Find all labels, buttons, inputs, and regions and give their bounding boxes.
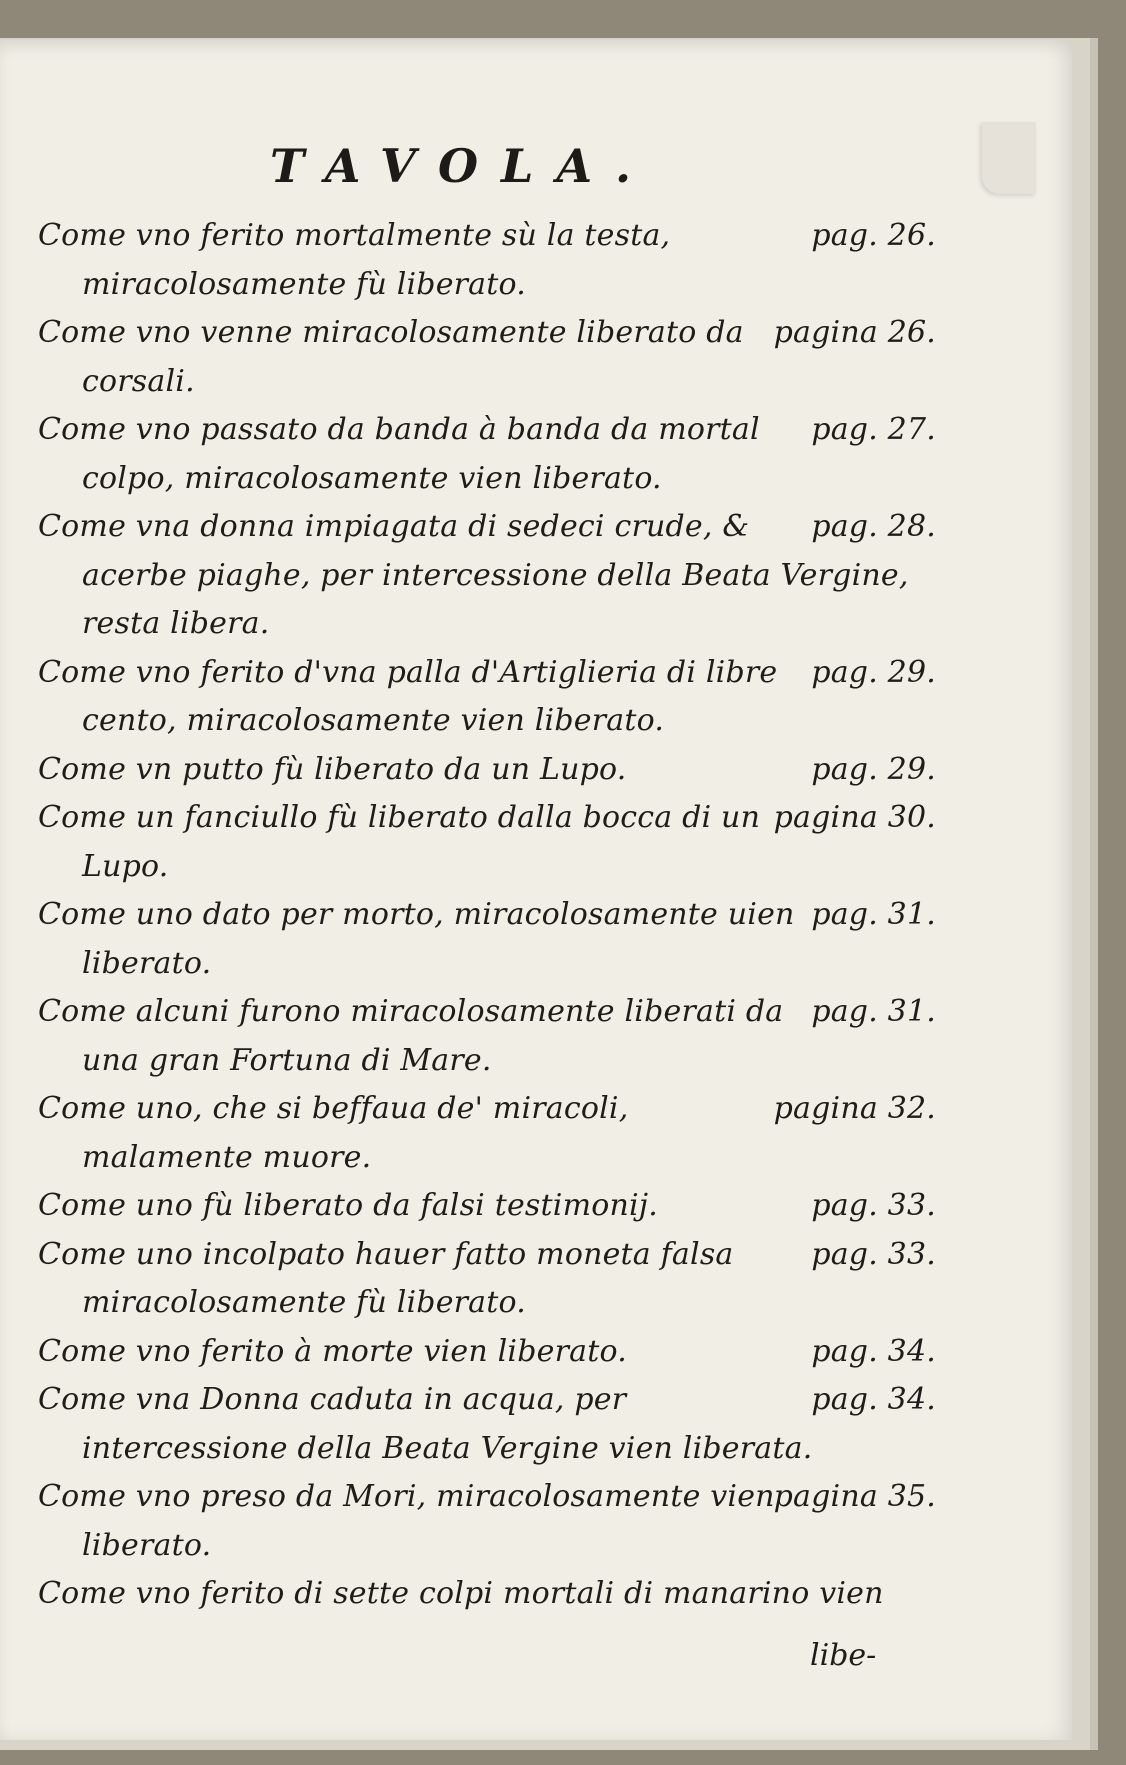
page-reference: pag. 29. xyxy=(811,654,936,690)
toc-entry xyxy=(38,1182,936,1231)
entry-text: Come vn putto fù liberato da un Lupo. xyxy=(38,751,627,787)
catchword: libe- xyxy=(810,1638,877,1673)
toc-entry xyxy=(38,212,936,309)
entry-text: Come vno ferito d'vna palla d'Artiglieria di libre cento, miracolosamente vien liberato. xyxy=(38,654,778,738)
entry-text: Come vno ferito à morte vien liberato. xyxy=(38,1333,627,1369)
page-reference: pag. 34. xyxy=(811,1333,936,1369)
toc-entry xyxy=(38,406,936,503)
folded-corner xyxy=(982,122,1036,194)
entry-text: Come vno venne miracolosamente liberato da corsali. xyxy=(38,315,744,399)
page-reference: pag. 31. xyxy=(811,994,936,1029)
toc-entry xyxy=(38,649,936,746)
page-reference: pag. 28. xyxy=(811,509,936,544)
toc-entry xyxy=(38,309,936,406)
table-of-contents xyxy=(38,212,936,1619)
entry-text: Come uno, che si beffaua de' miracoli, malamente muore. xyxy=(38,1091,629,1175)
page-reference: pagina 32. xyxy=(773,1091,936,1126)
toc-entry xyxy=(38,1328,936,1377)
page-reference: pag. 29. xyxy=(811,751,936,787)
toc-entry xyxy=(38,794,936,891)
entry-text: Come vno passato da banda à banda da mortal colpo, miracolosamente vien liberato. xyxy=(38,412,760,496)
page-reference: pagina 35. xyxy=(773,1479,936,1514)
toc-entry xyxy=(38,1085,936,1182)
page-reference: pag. 27. xyxy=(811,412,936,447)
page-reference: pag. 33. xyxy=(811,1236,936,1272)
page-heading: TAVOLA. xyxy=(270,139,655,193)
page-reference: pag. 26. xyxy=(811,218,936,253)
entry-text: Come vna Donna caduta in acqua, per intercessione della Beata Vergine vien liberata. xyxy=(38,1382,813,1466)
toc-entry xyxy=(38,1473,936,1570)
entry-text: Come uno dato per morto, miracolosamente uien liberato. xyxy=(38,897,795,981)
entry-text: Come vno ferito di sette colpi mortali di manarino vien xyxy=(38,1576,884,1611)
page-reference: pagina 26. xyxy=(773,315,936,350)
entry-text: Come alcuni furono miracolosamente liberati da una gran Fortuna di Mare. xyxy=(38,994,784,1078)
entry-text: Come uno incolpato hauer fatto moneta falsa miracolosamente fù liberato. xyxy=(38,1236,734,1320)
page-reference: pag. 34. xyxy=(811,1382,936,1417)
entry-text: Come vno ferito mortalmente sù la testa, miracolosamente fù liberato. xyxy=(38,218,671,302)
page-reference: pagina 30. xyxy=(773,800,936,835)
toc-entry xyxy=(38,1231,936,1328)
page-reference: pag. 31. xyxy=(811,897,936,932)
toc-entry xyxy=(38,1376,936,1473)
toc-entry xyxy=(38,503,936,649)
toc-entry xyxy=(38,1570,936,1619)
toc-entry xyxy=(38,988,936,1085)
entry-text: Come vno preso da Mori, miracolosamente vien liberato. xyxy=(38,1479,775,1563)
page-reference: pag. 33. xyxy=(811,1188,936,1223)
toc-entry xyxy=(38,746,936,795)
entry-text: Come uno fù liberato da falsi testimonij. xyxy=(38,1188,659,1223)
toc-entry xyxy=(38,891,936,988)
entry-text: Come vna donna impiagata di sedeci crude, & acerbe piaghe, per intercessione della Beata Vergine, resta libera. xyxy=(38,509,909,641)
entry-text: Come un fanciullo fù liberato dalla bocca di un Lupo. xyxy=(38,800,761,884)
